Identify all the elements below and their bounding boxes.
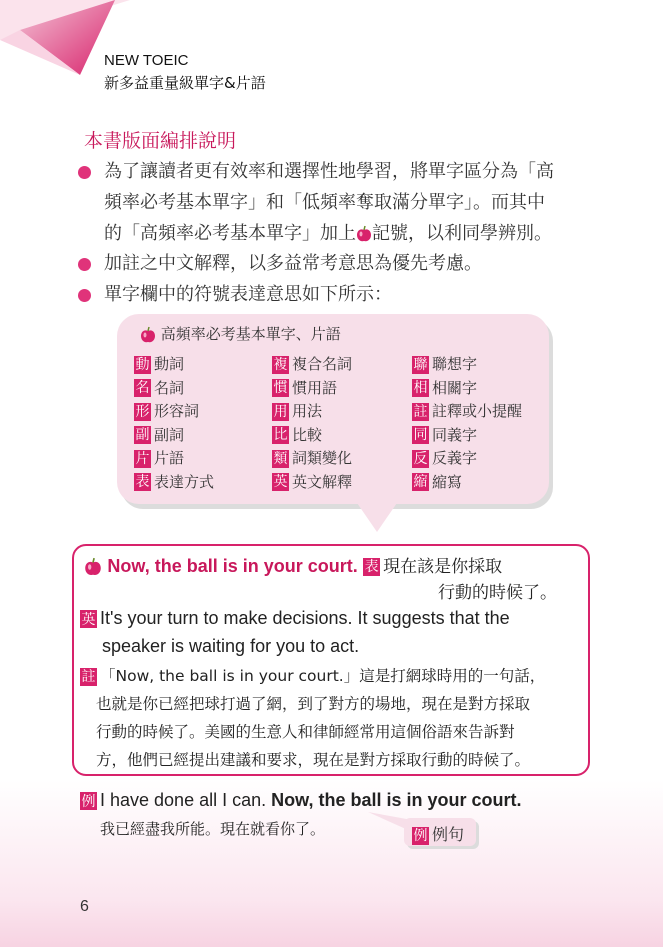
- bullet-2: 加註之中文解釋，以多益常考意思為優先考慮。: [104, 253, 482, 274]
- legend-label: 動詞: [154, 355, 185, 373]
- legend-tag: 形: [135, 403, 150, 420]
- legend-tag: 慣: [273, 380, 288, 396]
- entry-phrase: Now, the ball is in your court.: [107, 556, 358, 576]
- legend-item: [134, 401, 199, 421]
- legend-label: 片語: [154, 449, 185, 467]
- tag-example: 例: [81, 793, 96, 810]
- entry-meaning-1: 現在該是你採取: [383, 557, 503, 577]
- legend-item: [412, 425, 477, 445]
- bullet-dot: [78, 258, 91, 271]
- legend-label: 相關字: [432, 378, 478, 397]
- legend-label: 英文解釋: [292, 472, 353, 491]
- legend-tag: 反: [413, 450, 428, 467]
- entry-english-line-2: speaker is waiting for you to act.: [102, 636, 360, 656]
- legend-pointer: [355, 500, 399, 532]
- legend-label: 慣用語: [292, 378, 338, 397]
- entry-note-line-4: 方，他們已經提出建議和要求，現在是對方採取行動的時候了。: [96, 751, 531, 769]
- legend-tag: 表: [135, 474, 150, 490]
- legend-tag: 複: [273, 356, 288, 373]
- legend-item: [134, 354, 184, 374]
- legend-tag: 英: [273, 474, 288, 490]
- legend-tag: 比: [273, 427, 288, 443]
- bullet-3: 單字欄中的符號表達意思如下所示：: [104, 284, 392, 305]
- entry-note-line-3: 行動的時候了。美國的生意人和律師經常用這個俗語來告訴對: [96, 723, 515, 741]
- legend-item: [412, 401, 522, 421]
- legend-item: [412, 448, 477, 468]
- entry-meaning-2: 行動的時候了。: [438, 583, 557, 603]
- tag-expression: 表: [364, 559, 379, 575]
- legend-label: 聯想字: [432, 355, 478, 373]
- legend-tag: 聯: [413, 356, 428, 373]
- legend-label: 用法: [292, 402, 323, 420]
- legend-item: [272, 448, 352, 468]
- bullet-1-line-3: 的「高頻率必考基本單字」加上 記號，以利同學辨別。: [104, 223, 552, 244]
- legend-tag: 副: [135, 427, 150, 443]
- legend-item: [412, 472, 462, 492]
- legend-item: [412, 378, 477, 398]
- legend-item: [412, 354, 477, 374]
- tag-note: 註: [81, 668, 96, 685]
- legend-label: 註釋或小提醒: [432, 402, 523, 420]
- legend-label: 名詞: [154, 378, 185, 397]
- legend-item: [272, 425, 322, 445]
- legend-label: 副詞: [154, 425, 185, 444]
- apple-icon: [140, 326, 156, 344]
- legend-label: 比較: [292, 425, 323, 444]
- legend-label: 複合名詞: [292, 355, 353, 373]
- legend-tag: 同: [413, 427, 428, 443]
- legend-tag: 縮: [413, 474, 428, 490]
- bullet-1: [104, 156, 584, 249]
- bullet-1-line-2: 頻率必考基本單字」和「低頻率奪取滿分單字」。而其中: [104, 192, 545, 213]
- legend-item: [272, 378, 337, 398]
- legend-label: 縮寫: [432, 472, 463, 491]
- tag-english: 英: [81, 611, 96, 628]
- entry-phrase-line: [84, 552, 502, 577]
- entry-note-line-1: 註 「Now, the ball is in your court.」這是打網球時用的一句話，: [81, 667, 546, 685]
- example-sentence-zh: 我已經盡我所能。現在就看你了。: [100, 820, 326, 838]
- legend-label: 反義字: [432, 449, 478, 467]
- legend-heading: 高頻率必考基本單字、片語: [140, 323, 341, 344]
- example-sentence-en: 例 I have done all I can. Now, the ball is in your court.: [81, 790, 522, 810]
- bullet-dot: [78, 289, 91, 302]
- legend-item: [272, 354, 352, 374]
- legend-tag: 動: [135, 356, 150, 373]
- legend-tag: 名: [135, 380, 150, 396]
- legend-item: [134, 448, 184, 468]
- legend-tag: 類: [273, 450, 288, 467]
- page-number: 6: [80, 898, 89, 915]
- legend-label: 表達方式: [154, 472, 215, 491]
- bullet-1-line-1: 為了讓讀者更有效率和選擇性地學習，將單字區分為「高: [104, 161, 554, 182]
- legend-label: 詞類變化: [292, 449, 353, 467]
- legend-label: 形容詞: [154, 402, 200, 420]
- legend-item: [272, 401, 322, 421]
- header-title-zh: 新多益重量級單字&片語: [104, 74, 266, 92]
- header-title-en: NEW TOEIC: [104, 52, 189, 69]
- legend-item: [134, 425, 184, 445]
- entry-note-line-2: 也就是你已經把球打過了網，到了對方的場地，現在是對方採取: [96, 695, 531, 713]
- bullet-dot: [78, 166, 91, 179]
- legend-tag: 片: [135, 450, 150, 467]
- legend-item: [272, 472, 352, 492]
- entry-english-line-1: 英 It's your turn to make decisions. It suggests that the: [81, 608, 510, 628]
- apple-icon: [84, 557, 102, 577]
- legend-tag: 相: [413, 380, 428, 396]
- legend-label: 同義字: [432, 425, 478, 444]
- legend-item: [134, 378, 184, 398]
- apple-icon: [356, 225, 372, 243]
- legend-item: [134, 472, 214, 492]
- section-title: 本書版面編排說明: [84, 130, 237, 152]
- example-callout-label: 例 例句: [413, 825, 465, 844]
- legend-tag: 註: [413, 403, 428, 420]
- legend-tag: 用: [273, 403, 288, 420]
